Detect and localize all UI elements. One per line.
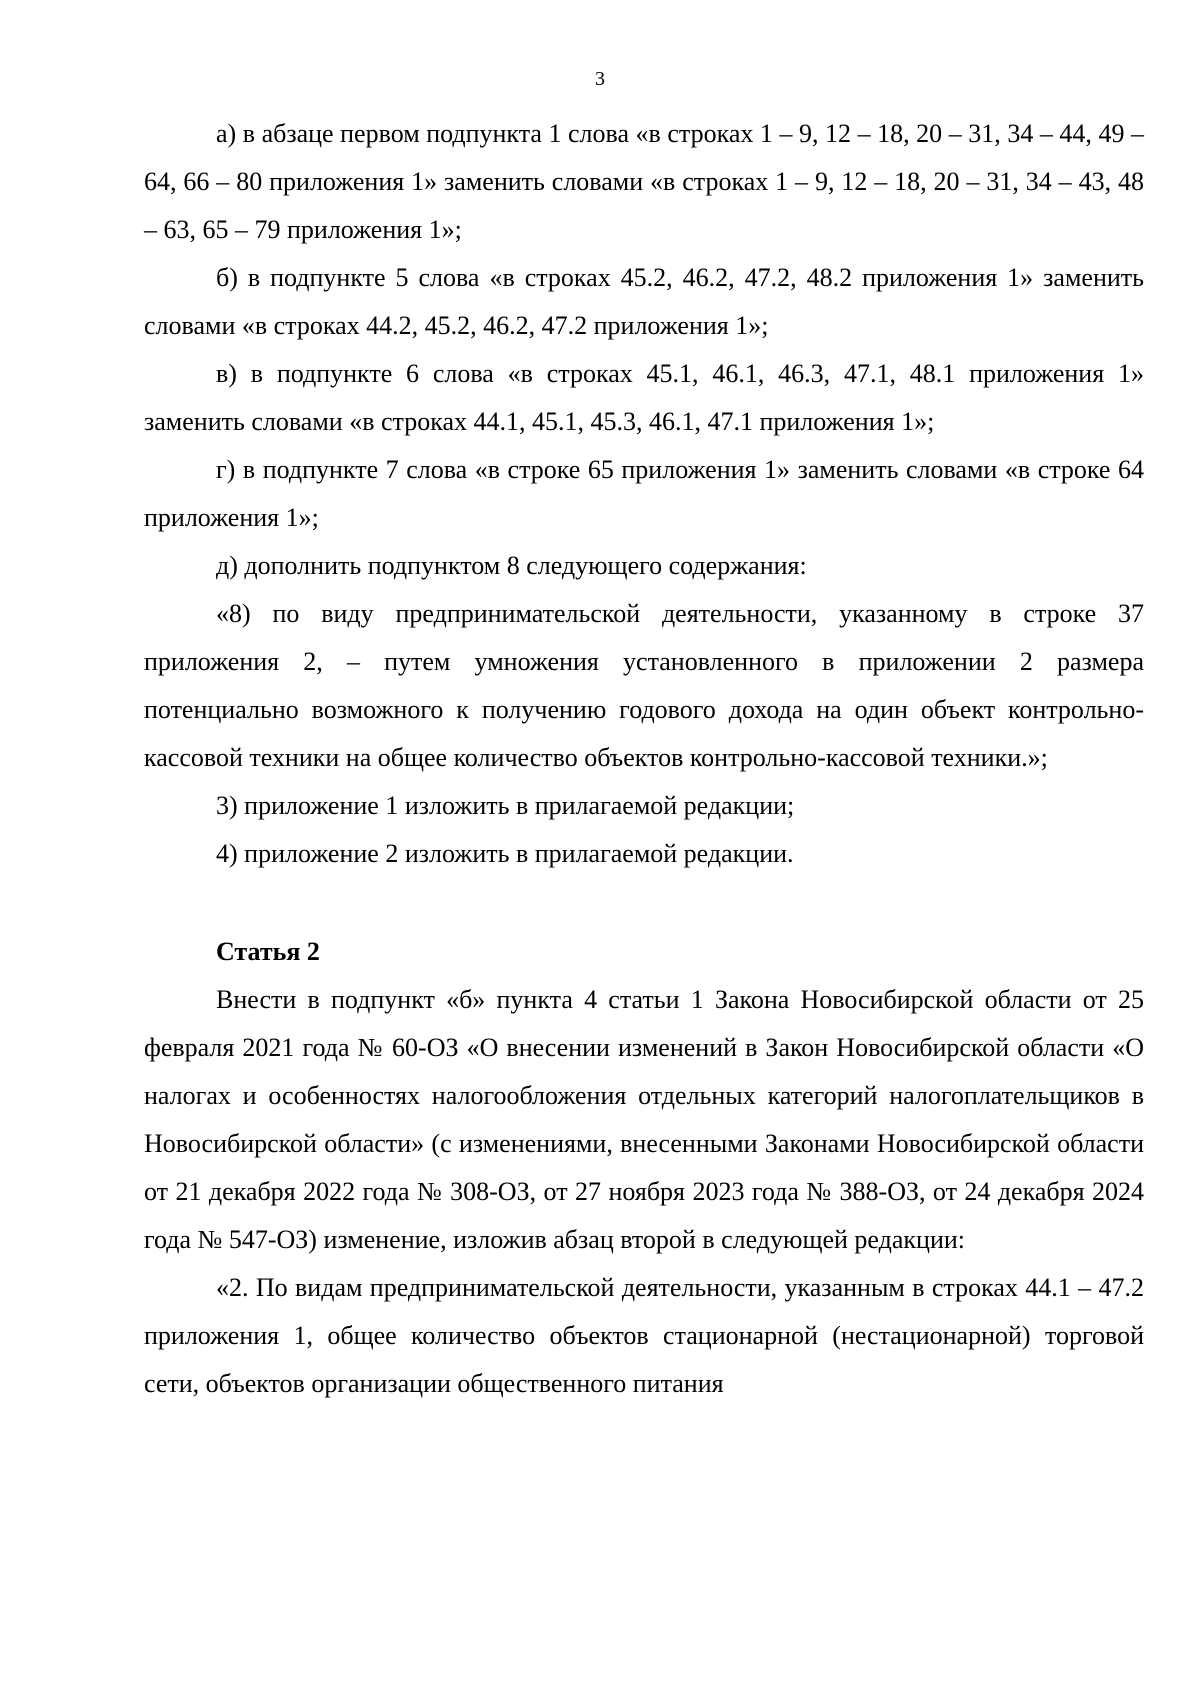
paragraph-d: д) дополнить подпунктом 8 следующего содержания: [216,551,807,580]
paragraph-subitem-8: «8) по виду предпринимательской деятельности, указанному в строке 37 приложения 2, – путем умножения установленного в приложении 2 размера потенциально возможного к получению годового дохода на один объект контрольно-кассовой техники на общее количество объектов контрольно-кассовой техники.»; [144,599,1144,772]
article-paragraph-amendment: Внести в подпункт «б» пункта 4 статьи 1 Закона Новосибирской области от 25 февраля 2021 года № 60-ОЗ «О внесении изменений в Закон Новосибирской области «О налогах и особенностях налогообложения отдельных категорий налогоплательщиков в Новосибирской области» (с изменениями, внесенными Законами Новосибирской области от 21 декабря 2022 года № 308-ОЗ, от 27 ноября 2023 года № 388-ОЗ, от 24 декабря 2024 года № 547-ОЗ) изменение, изложив абзац второй в следующей редакции: [144,985,1144,1254]
page-number: 3 [595,68,605,90]
article-heading: Статья 2 [216,937,320,966]
paragraph-item-4: 4) приложение 2 изложить в прилагаемой редакции. [216,839,794,868]
paragraph-a: а) в абзаце первом подпункта 1 слова «в строках 1 – 9, 12 – 18, 20 – 31, 34 – 44, 49 – 64, 66 – 80 приложения 1» заменить словами «в строках 1 – 9, 12 – 18, 20 – 31, 34 – 43, 48 – 63, 65 – 79 приложения 1»; [144,119,1144,244]
paragraph-b: б) в подпункте 5 слова «в строках 45.2, 46.2, 47.2, 48.2 приложения 1» заменить словами «в строках 44.2, 45.2, 46.2, 47.2 приложения 1»; [144,263,1144,340]
document-body [144,110,1144,1408]
paragraph-g: г) в подпункте 7 слова «в строке 65 приложения 1» заменить словами «в строке 64 приложения 1»; [144,455,1144,532]
paragraph-item-3: 3) приложение 1 изложить в прилагаемой редакции; [216,791,795,820]
article-paragraph-quote: «2. По видам предпринимательской деятельности, указанным в строках 44.1 – 47.2 приложения 1, общее количество объектов стационарной (нестационарной) торговой сети, объектов организации общественного питания [144,1273,1144,1398]
paragraph-v: в) в подпункте 6 слова «в строках 45.1, 46.1, 46.3, 47.1, 48.1 приложения 1» заменить словами «в строках 44.1, 45.1, 45.3, 46.1, 47.1 приложения 1»; [144,359,1144,436]
